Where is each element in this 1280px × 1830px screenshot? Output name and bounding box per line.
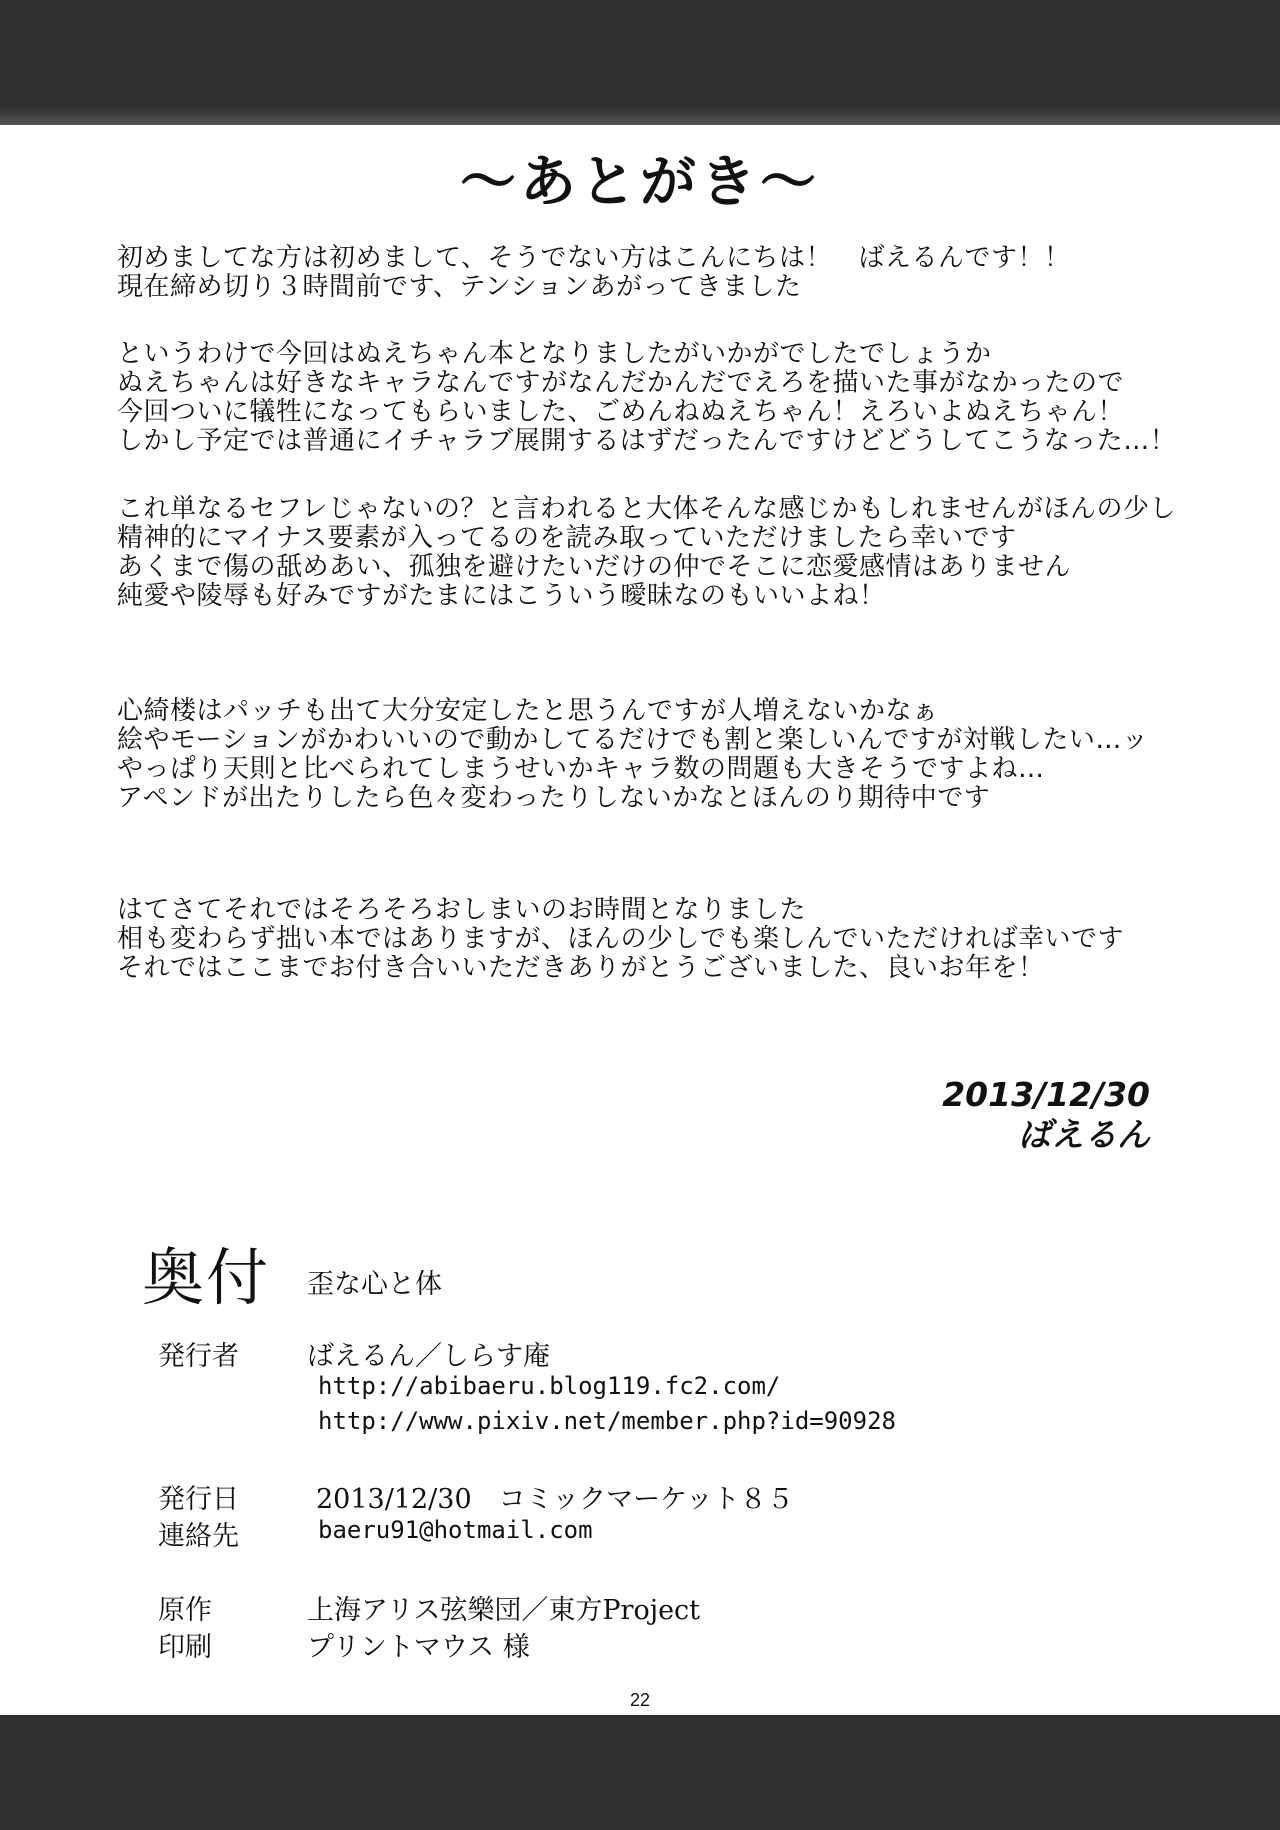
afterword-paragraph-5 (117, 896, 1124, 983)
publisher-value: ばえるん／しらす庵 (307, 1341, 550, 1372)
afterword-line: ぬえちゃんは好きなキャラなんですがなんだかんだでえろを描いた事がなかったので (117, 368, 1125, 398)
printing-label: 印刷 (158, 1632, 212, 1663)
afterword-paragraph-2 (117, 340, 1176, 456)
book-title: 歪な心と体 (307, 1269, 442, 1300)
afterword-paragraph-4 (117, 697, 1148, 813)
afterword-line: あくまで傷の舐めあい、孤独を避けたいだけの仲でそこに恋愛感情はありません (117, 552, 1072, 582)
afterword-line: はてさてそれではそろそろおしまいのお時間となりました (117, 895, 807, 925)
issue-date-label: 発行日 (158, 1484, 239, 1515)
afterword-paragraph-3 (117, 495, 1176, 611)
page-number: 22 (629, 1690, 651, 1710)
afterword-line: やっぱり天則と比べられてしまうせいかキャラ数の問題も大きそうですよね… (117, 754, 1045, 784)
afterword-line: 現在締め切り３時間前です、テンションあがってきました (117, 272, 802, 302)
afterword-line: 純愛や陵辱も好みですがたまにはこういう曖昧なのもいいよね！ (117, 581, 886, 611)
afterword-line: しかし予定では普通にイチャラブ展開するはずだったんですけどどうしてこうなった…！ (117, 426, 1177, 456)
original-work-value: 上海アリス弦樂団／東方Project (307, 1595, 701, 1626)
afterword-line: 初めましてな方は初めまして、そうでない方はこんにちは！ ばえるんです！！ (117, 243, 1071, 273)
signature-block (942, 1075, 1150, 1155)
publisher-label: 発行者 (158, 1341, 239, 1372)
afterword-paragraph-1 (117, 244, 1070, 302)
contact-label: 連絡先 (158, 1521, 239, 1552)
afterword-line: というわけで今回はぬえちゃん本となりましたがいかがでしたでしょうか (117, 339, 992, 369)
afterword-line: アペンドが出たりしたら色々変わったりしないかなとほんのり期待中です (117, 783, 991, 813)
afterword-line: 相も変わらず拙い本ではありますが、ほんの少しでも楽しんでいただければ幸いです (117, 924, 1125, 954)
top-scan-border (0, 0, 1280, 125)
afterword-author: ばえるん (1018, 1115, 1150, 1154)
issue-date-value: 2013/12/30 コミックマーケット８５ (316, 1484, 794, 1515)
original-work-label: 原作 (158, 1595, 212, 1626)
afterword-line: それではここまでお付き合いいただきありがとうございました、良いお年を！ (117, 953, 1045, 983)
afterword-line: これ単なるセフレじゃないの？と言われると大体そんな感じかもしれませんがほんの少し (117, 494, 1176, 524)
afterword-line: 絵やモーションがかわいいので動かしてるだけでも割と楽しいんですが対戦したい…ッ (117, 725, 1149, 755)
printing-value: プリントマウス 様 (307, 1632, 530, 1663)
colophon-heading: 奥付 (142, 1241, 271, 1314)
publisher-url-blog: http://abibaeru.blog119.fc2.com/ (318, 1372, 781, 1400)
afterword-line: 精神的にマイナス要素が入ってるのを読み取っていただけましたら幸いです (117, 523, 1017, 553)
afterword-date: 2013/12/30 (942, 1075, 1150, 1114)
contact-value: baeru91@hotmail.com (318, 1516, 593, 1544)
afterword-title: 〜あとがき〜 (460, 150, 820, 215)
afterword-line: 今回ついに犠牲になってもらいました、ごめんねぬえちゃん！えろいよぬえちゃん！ (117, 397, 1125, 427)
bottom-scan-border (0, 1715, 1280, 1830)
afterword-line: 心綺楼はパッチも出て大分安定したと思うんですが人増えないかなぁ (117, 696, 939, 726)
publisher-url-pixiv: http://www.pixiv.net/member.php?id=90928 (318, 1407, 896, 1435)
